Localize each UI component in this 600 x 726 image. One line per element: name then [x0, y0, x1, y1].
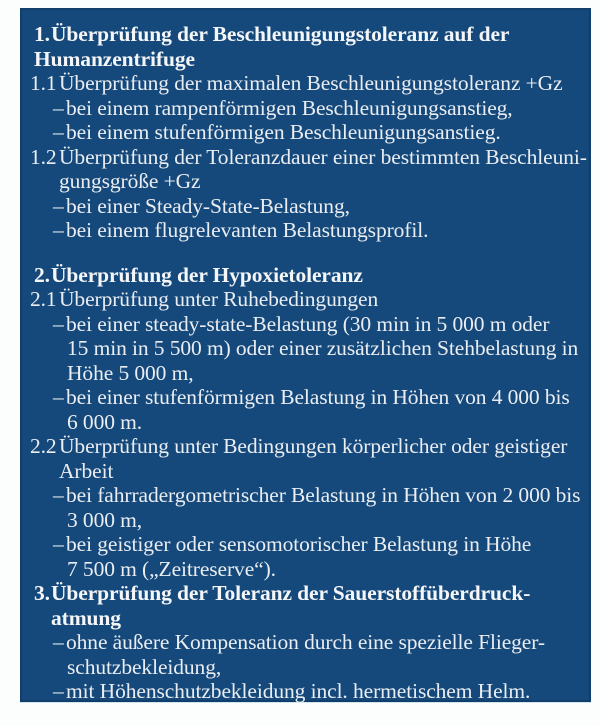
line-number: 1. [34, 22, 50, 46]
dash-marker: – [53, 630, 64, 654]
line-text: bei einer Steady-State-Belastung, [66, 193, 350, 218]
text-line [22, 287, 589, 312]
line-number: 2.1 [30, 287, 57, 311]
text-line [22, 194, 589, 219]
text-line [22, 508, 589, 533]
dash-marker: – [53, 311, 64, 336]
line-number: 2.2 [30, 434, 57, 458]
line-text: atmung [51, 605, 121, 630]
line-text: schutzbekleidung, [67, 654, 222, 679]
line-text: 3 000 m, [67, 507, 143, 532]
content-panel [20, 8, 591, 702]
text-line [22, 263, 589, 288]
text-line [22, 606, 589, 631]
text-line [22, 22, 589, 47]
text-line [22, 361, 589, 386]
dash-marker: – [53, 679, 64, 703]
text-line [22, 385, 589, 410]
dash-marker: – [53, 385, 64, 409]
text-line [22, 581, 589, 606]
text-line [22, 47, 589, 72]
line-text: Überprüfung der maximalen Beschleunigungstoleranz +Gz [59, 71, 563, 95]
spacer-line [22, 243, 589, 263]
text-line [22, 120, 589, 145]
dash-marker: – [53, 95, 64, 120]
text-line [22, 630, 589, 655]
text-line [22, 169, 589, 194]
line-text: bei einem flugrelevanten Belastungsprofil. [66, 218, 429, 242]
line-text: bei einer stufenförmigen Belastung in Höhen von 4 000 bis [66, 385, 570, 409]
text-line [22, 410, 589, 435]
text-line [22, 483, 589, 508]
text-line [22, 459, 589, 484]
line-text: Humanzentrifuge [34, 46, 195, 71]
line-number: 1.1 [30, 71, 57, 95]
line-text: gungsgröße +Gz [59, 169, 201, 193]
dash-marker: – [53, 218, 64, 242]
line-text: Arbeit [59, 458, 114, 483]
text-line [22, 434, 589, 459]
line-text: Überprüfung der Toleranz der Sauerstoffüberdruck- [51, 581, 531, 605]
text-line [22, 145, 589, 170]
line-text: Überprüfung unter Ruhebedingungen [59, 287, 379, 311]
line-text: Überprüfung der Hypoxietoleranz [51, 262, 363, 287]
line-text: 6 000 m. [67, 409, 143, 434]
line-text: bei fahrradergometrischer Belastung in Höhen von 2 000 bis [66, 483, 581, 507]
text-line [22, 557, 589, 582]
line-text: mit Höhenschutzbekleidung incl. hermetischem Helm. [66, 679, 531, 703]
text-line [22, 679, 589, 704]
line-number: 3. [34, 581, 50, 605]
text-line [22, 71, 589, 96]
line-text: bei geistiger oder sensomotorischer Belastung in Höhe [66, 532, 532, 556]
line-text: Überprüfung unter Bedingungen körperlicher oder geistiger [59, 434, 568, 458]
text-line [22, 532, 589, 557]
line-number: 1.2 [30, 144, 57, 169]
dash-marker: – [53, 120, 64, 144]
line-text: 15 min in 5 500 m) oder einer zusätzlichen Stehbelastung in [67, 336, 579, 360]
line-text: Überprüfung der Toleranzdauer einer bestimmten Beschleuni- [59, 144, 587, 169]
dash-marker: – [53, 193, 64, 218]
text-line [22, 336, 589, 361]
line-text: bei einem stufenförmigen Beschleunigungsanstieg. [66, 120, 501, 144]
line-text: 7 500 m („Zeitreserve“). [67, 556, 276, 581]
text-line [22, 312, 589, 337]
text-line [22, 96, 589, 121]
line-text: ohne äußere Kompensation durch eine spezielle Flieger- [66, 630, 545, 654]
text-line [22, 218, 589, 243]
line-number: 2. [34, 262, 50, 287]
line-text: bei einer steady-state-Belastung (30 min in 5 000 m oder [66, 311, 550, 336]
line-text: bei einem rampenförmigen Beschleunigungsanstieg, [66, 95, 513, 120]
text-line [22, 655, 589, 680]
line-text: Höhe 5 000 m, [67, 360, 194, 385]
dash-marker: – [53, 532, 64, 556]
dash-marker: – [53, 483, 64, 507]
line-text: Überprüfung der Beschleunigungstoleranz auf der [51, 22, 510, 46]
